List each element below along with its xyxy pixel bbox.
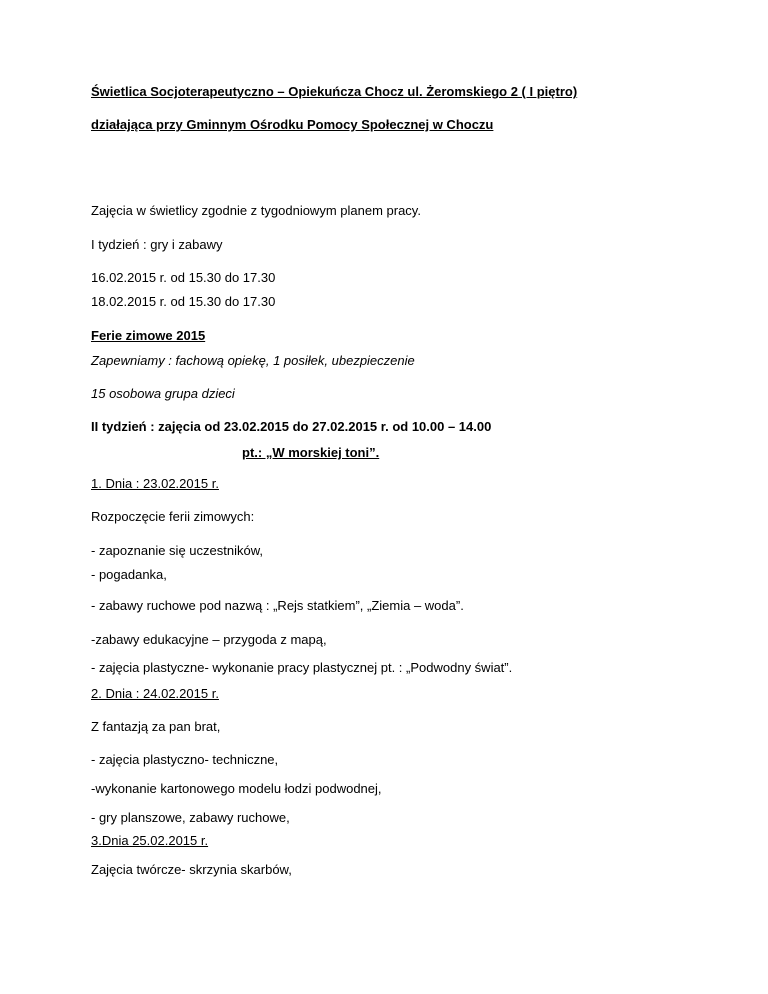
day2-item: -wykonanie kartonowego modelu łodzi podwodnej, <box>91 781 382 796</box>
header-line-2: działająca przy Gminnym Ośrodku Pomocy Społecznej w Choczu <box>91 117 494 132</box>
date-line-1: 16.02.2015 r. od 15.30 do 17.30 <box>91 270 276 285</box>
week1-text: I tydzień : gry i zabawy <box>91 237 223 252</box>
day1-item: - zapoznanie się uczestników, <box>91 543 263 558</box>
theme-title: pt.: „W morskiej toni”. <box>242 445 380 460</box>
intro-text: Zajęcia w świetlicy zgodnie z tygodniowym planem pracy. <box>91 203 421 218</box>
day3-heading: 3.Dnia 25.02.2015 r. <box>91 833 209 848</box>
day1-item: - zajęcia plastyczne- wykonanie pracy plastycznej pt. : „Podwodny świat”. <box>91 660 513 675</box>
day2-heading: 2. Dnia : 24.02.2015 r. <box>91 686 219 701</box>
header-line-1: Świetlica Socjoterapeutyczno – Opiekuńcza Chocz ul. Żeromskiego 2 ( I piętro) <box>91 84 578 99</box>
day1-item: - pogadanka, <box>91 567 167 582</box>
day3-title: Zajęcia twórcze- skrzynia skarbów, <box>91 862 292 877</box>
day1-item: -zabawy edukacyjne – przygoda z mapą, <box>91 632 327 647</box>
group-text: 15 osobowa grupa dzieci <box>91 386 235 401</box>
offer-text: Zapewniamy : fachową opiekę, 1 posiłek, ubezpieczenie <box>91 353 415 368</box>
day2-item: - zajęcia plastyczno- techniczne, <box>91 752 279 767</box>
date-line-2: 18.02.2015 r. od 15.30 do 17.30 <box>91 294 276 309</box>
day1-title: Rozpoczęcie ferii zimowych: <box>91 509 255 524</box>
day1-item: - zabawy ruchowe pod nazwą : „Rejs statkiem”, „Ziemia – woda”. <box>91 598 464 613</box>
day2-item: - gry planszowe, zabawy ruchowe, <box>91 810 290 825</box>
day1-heading: 1. Dnia : 23.02.2015 r. <box>91 476 219 491</box>
ferie-heading: Ferie zimowe 2015 <box>91 328 206 343</box>
week2-text: II tydzień : zajęcia od 23.02.2015 do 27.02.2015 r. od 10.00 – 14.00 <box>91 419 492 434</box>
day2-title: Z fantazją za pan brat, <box>91 719 221 734</box>
